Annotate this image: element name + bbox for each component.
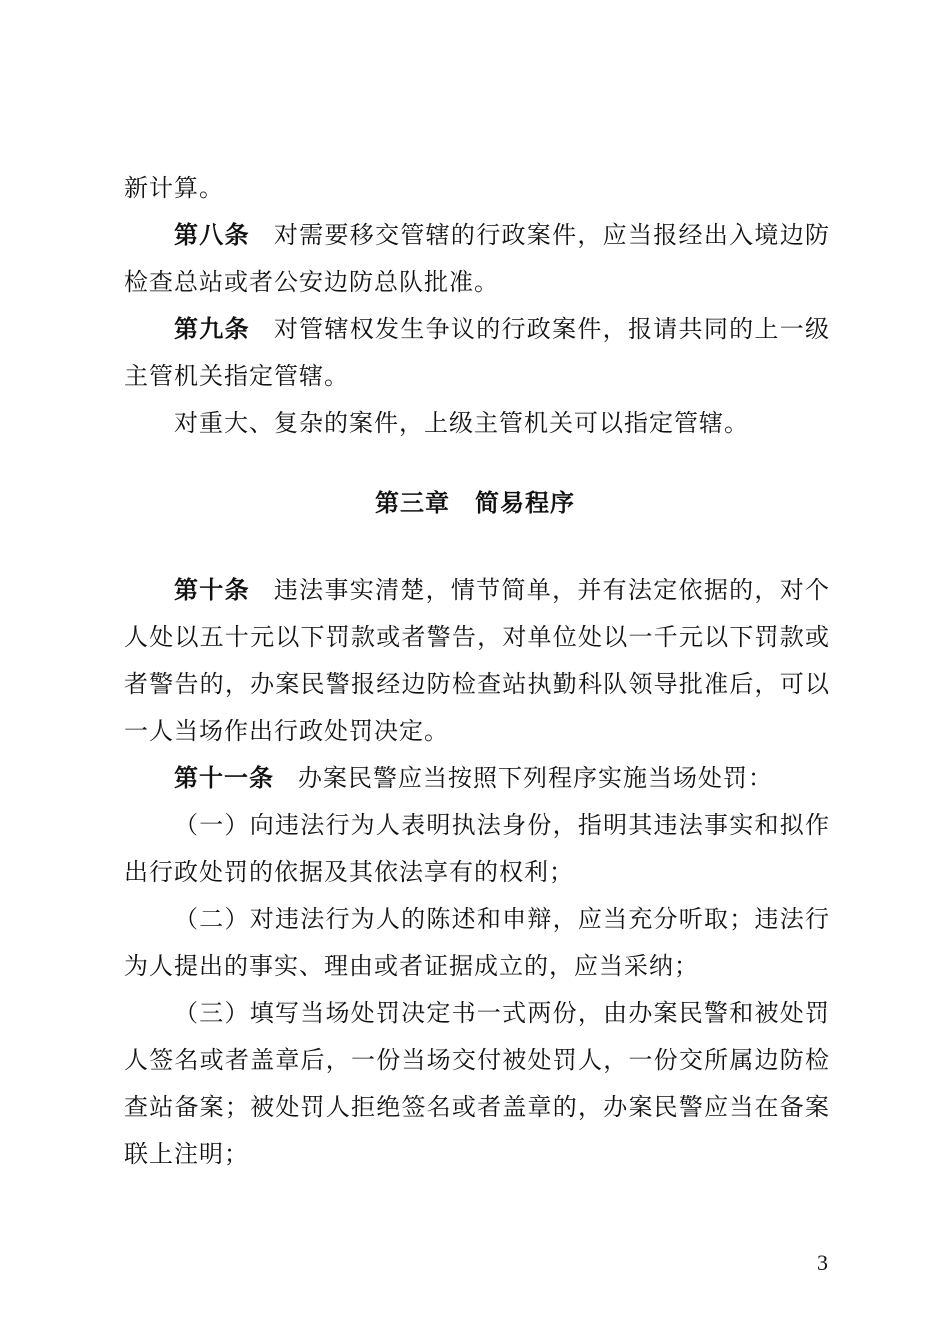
article-9: [124, 306, 830, 400]
article-label: 第十条: [174, 576, 250, 604]
paragraph-text: 新计算。: [124, 174, 224, 202]
article-text: 对需要移交管辖的行政案件，应当报经出入境边防检查总站或者公安边防总队批准。: [124, 221, 830, 296]
text-block-main: [124, 567, 830, 1178]
article-8: [124, 212, 830, 306]
chapter-heading: 第三章 简易程序: [375, 489, 575, 517]
paragraph-continuation: [124, 165, 830, 212]
list-item-1: [124, 802, 830, 896]
article-label: 第九条: [174, 315, 250, 343]
list-item-text: （三）填写当场处罚决定书一式两份，由办案民警和被处罚人签名或者盖章后，一份当场交付被处罚人，一份交所属边防检查站备案；被处罚人拒绝签名或者盖章的，办案民警应当在备案联上注明；: [124, 999, 830, 1168]
article-9-clause: [124, 400, 830, 447]
list-item-text: （一）向违法行为人表明执法身份，指明其违法事实和拟作出行政处罚的依据及其依法享有的权利；: [124, 811, 830, 886]
article-label: 第八条: [174, 221, 250, 249]
list-item-2: [124, 896, 830, 990]
article-text: 违法事实清楚，情节简单，并有法定依据的，对个人处以五十元以下罚款或者警告，对单位处以一千元以下罚款或者警告的，办案民警报经边防检查站执勤科队领导批准后，可以一人当场作出行政处罚决定。: [124, 576, 830, 745]
list-item-text: （二）对违法行为人的陈述和申辩，应当充分听取；违法行为人提出的事实、理由或者证据成立的，应当采纳；: [124, 905, 830, 980]
article-text: 对管辖权发生争议的行政案件，报请共同的上一级主管机关指定管辖。: [124, 315, 830, 390]
article-text: 办案民警应当按照下列程序实施当场处罚：: [298, 764, 773, 792]
page-number: 3: [817, 1250, 828, 1275]
article-label: 第十一条: [174, 764, 274, 792]
paragraph-text: 对重大、复杂的案件，上级主管机关可以指定管辖。: [174, 409, 749, 437]
list-item-3: [124, 990, 830, 1178]
text-block-top: [124, 165, 830, 447]
article-11: [124, 755, 830, 802]
article-10: [124, 567, 830, 755]
